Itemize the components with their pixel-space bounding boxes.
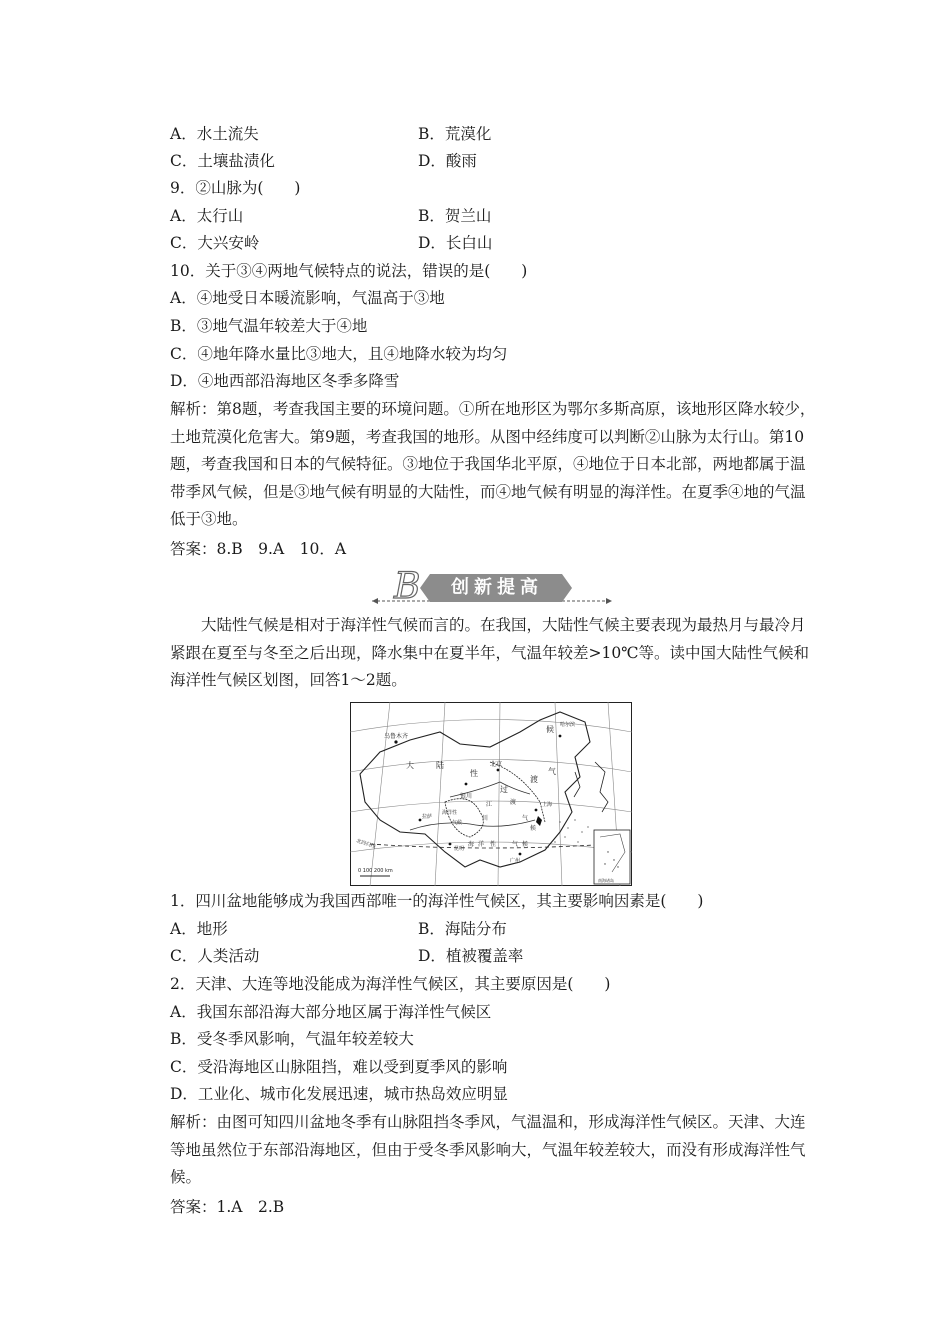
label-hou: 候 (546, 725, 554, 734)
q8-option-d: D．酸雨 (418, 152, 477, 170)
label-urumqi: 乌鲁木齐 (384, 733, 409, 740)
label-yinchuan: 银川 (460, 793, 473, 800)
q10-option-c: C．④地年降水量比③地大，且④地降水较为均匀 (170, 345, 508, 363)
q1-option-d: D．植被覆盖率 (418, 947, 524, 965)
intro-paragraph: 大陆性气候是相对于海洋性气候而言的。在我国，大陆性气候主要表现为最热月与最冷月紧跟在夏至与冬至之后出现，降水集中在夏半年，气温年较差>10℃等。读中国大陆性气候和海洋性气候区划图，回答1～2题。 (170, 616, 810, 689)
q8-option-a: A．水土流失 (170, 125, 259, 143)
analysis-1: 解析：第8题，考查我国主要的环境问题。①所在地形区为鄂尔多斯高原，该地形区降水较少，土地荒漠化危害大。第9题，考查我国的地形。从图中经纬度可以判断②山脉为太行山。第10题，考查我国和日本的气候特征。③地位于我国华北平原，④地位于日本北部，两地都属于温带季风气候，但是③地气候有明显的大陆性，而④地气候有明显的海洋性。在夏季④地的气温低于③地。 (170, 400, 816, 528)
label-inset: 南海诸岛 (598, 878, 614, 883)
q2-option-a: A．我国东部沿海大部分地区属于海洋性气候区 (170, 1003, 492, 1021)
label-shanghai: 上海 (542, 802, 553, 808)
q2-option-d: D．工业化、城市化发展迅速，城市热岛效应明显 (170, 1085, 508, 1103)
label-beijing: 北京 (490, 761, 503, 768)
q9-option-a: A．太行山 (170, 207, 244, 225)
q1-stem: 1．四川盆地能够成为我国西部唯一的海洋性气候区，其主要影响因素是( ) (170, 892, 704, 910)
label-qihou: 气候 (452, 820, 463, 826)
label-xing: 性 (470, 769, 478, 778)
q1-option-c: C．人类活动 (170, 947, 260, 965)
label-hai: 海 (468, 841, 475, 848)
label-qi2: 气 (512, 841, 519, 848)
label-kunming: 昆明 (454, 846, 465, 852)
label-da: 大 (406, 761, 414, 770)
q2-option-b: B．受冬季风影响，气温年较差较大 (170, 1030, 414, 1048)
q10-stem: 10．关于③④两地气候特点的说法，错误的是( ) (170, 262, 528, 280)
q2-stem: 2．天津、大连等地没能成为海洋性气候区，其主要原因是( ) (170, 975, 611, 993)
label-xing2: 性 (490, 841, 497, 848)
q2-option-c: C．受沿海地区山脉阻挡，难以受到夏季风的影响 (170, 1058, 508, 1076)
section-banner (372, 568, 612, 608)
section-letter: B (394, 568, 421, 607)
q10-option-a: A．④地受日本暖流影响，气温高于③地 (170, 289, 445, 307)
climate-zone-map (350, 702, 632, 886)
label-hou3: 候 (530, 825, 537, 832)
q9-option-b: B．贺兰山 (418, 207, 492, 225)
section-title: 创新提高 (451, 577, 543, 598)
label-guangzhou: 广州 (510, 858, 521, 864)
label-harbin: 哈尔滨 (560, 722, 576, 728)
q10-option-d: D．④地西部沿海地区冬季多降雪 (170, 372, 400, 390)
analysis-2: 解析：由图可知四川盆地冬季有山脉阻挡冬季风，气温温和，形成海洋性气候区。天津、大连等地虽然位于东部沿海地区，但由于受冬季风影响大，气温年较差较大，而没有形成海洋性气候。 (170, 1113, 806, 1186)
label-haiyang: 海洋性 (442, 810, 458, 816)
label-chuan: 川 (482, 815, 489, 822)
label-hou2: 候 (522, 841, 529, 848)
q8-option-b: B．荒漠化 (418, 125, 492, 143)
answer-2: 答案：1.A 2.B (170, 1198, 285, 1216)
q1-option-a: A．地形 (170, 920, 228, 938)
label-du: 渡 (530, 775, 538, 784)
label-qi: 气 (548, 767, 556, 776)
q9-option-c: C．大兴安岭 (170, 234, 260, 252)
q9-option-d: D．长白山 (418, 234, 493, 252)
label-guo: 过 (500, 785, 508, 794)
q9-stem: 9．②山脉为( ) (170, 179, 301, 197)
q10-option-b: B．③地气温年较差大于④地 (170, 317, 368, 335)
q1-option-b: B．海陆分布 (418, 920, 507, 938)
label-tropic: 北回归线 (355, 838, 377, 851)
q8-option-c: C．土壤盐渍化 (170, 152, 275, 170)
label-qi3: 气 (522, 815, 529, 822)
label-jiang: 江 (486, 801, 493, 808)
label-du2: 渡 (510, 799, 517, 806)
label-lhasa: 拉萨 (422, 814, 433, 820)
label-scale: 0 100 200 km (358, 868, 393, 874)
answer-1: 答案：8.B 9.A 10．A (170, 540, 347, 558)
label-yang: 洋 (478, 841, 485, 848)
label-lu: 陆 (436, 761, 444, 770)
